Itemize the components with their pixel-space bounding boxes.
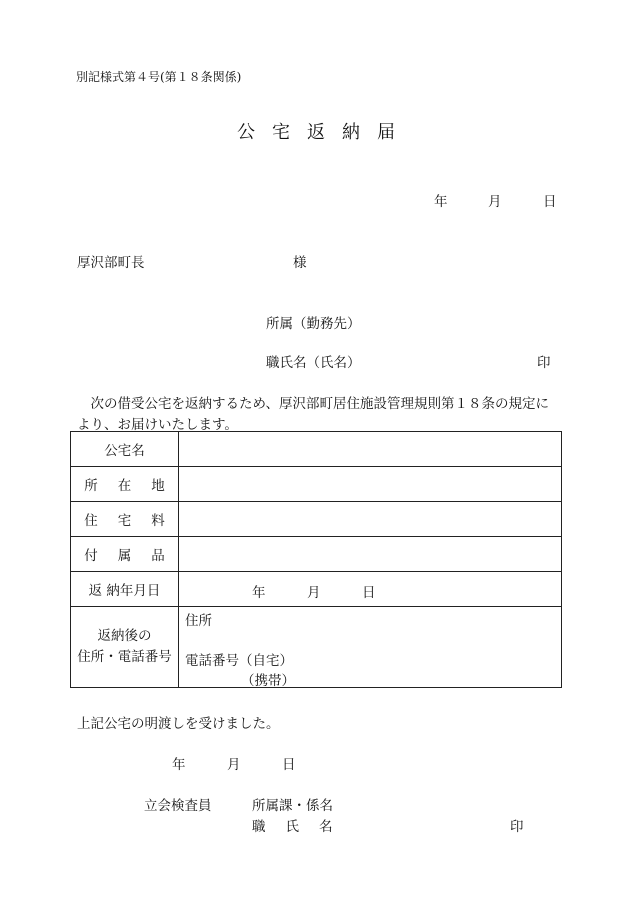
fixtures-label: 付 属 品: [71, 537, 179, 572]
table-row: [71, 572, 562, 607]
new-address-phone-label: 返納後の 住所・電話番号: [71, 607, 179, 688]
new-address-phone-field[interactable]: [179, 607, 562, 688]
table-row: [71, 607, 562, 688]
fixtures-field[interactable]: [179, 537, 562, 572]
form-reference: 別記様式第４号(第１８条関係): [76, 70, 242, 84]
table-row: [71, 467, 562, 502]
inspector-label: 立会検査員: [144, 798, 212, 814]
return-date-month: 月: [307, 585, 321, 601]
mobile-phone-label: （携帯）: [241, 673, 295, 689]
table-row: [71, 432, 562, 467]
date-month: 月: [488, 194, 502, 210]
inspector-name-label: 職 氏 名: [252, 819, 333, 835]
title-char: 宅: [272, 122, 290, 143]
title-char: 返: [307, 122, 325, 143]
rent-label: 住 宅 料: [71, 502, 179, 537]
return-date-label: 返 納年月日: [71, 572, 179, 607]
return-date-year: 年: [252, 585, 266, 601]
housing-name-field[interactable]: [179, 432, 562, 467]
location-field[interactable]: [179, 467, 562, 502]
housing-name-label: 公宅名: [71, 432, 179, 467]
return-date-field[interactable]: [179, 572, 562, 607]
inspector-seal: 印: [510, 819, 524, 835]
dept-label: 所属課・係名: [252, 798, 333, 814]
affiliation-label: 所属（勤務先）: [266, 316, 361, 332]
title-name-label: 職氏名（氏名）: [266, 355, 361, 371]
date-day: 日: [543, 194, 557, 210]
home-phone-label: 電話番号（自宅）: [185, 653, 293, 669]
applicant-seal: 印: [537, 355, 551, 371]
location-label: 所 在 地: [71, 467, 179, 502]
return-form-table: [70, 431, 562, 688]
date-year: 年: [434, 194, 448, 210]
document-title: [237, 118, 395, 144]
table-row: [71, 537, 562, 572]
new-address-label: 住所: [185, 613, 212, 629]
confirm-date-month: 月: [227, 757, 241, 773]
addressee-name: 厚沢部町長: [77, 255, 145, 271]
return-date-day: 日: [362, 585, 376, 601]
title-char: 納: [342, 122, 360, 143]
body-text-line2: より、お届けいたします。: [77, 417, 238, 433]
addressee-honorific: 様: [293, 255, 307, 271]
table-row: [71, 502, 562, 537]
confirm-date-day: 日: [282, 757, 296, 773]
confirmation-text: 上記公宅の明渡しを受けました。: [77, 716, 280, 732]
title-char: 公: [237, 122, 255, 143]
body-text-line1: 次の借受公宅を返納するため、厚沢部町居住施設管理規則第１８条の規定に: [77, 396, 549, 412]
title-char: 届: [377, 122, 395, 143]
confirm-date-year: 年: [172, 757, 186, 773]
rent-field[interactable]: [179, 502, 562, 537]
